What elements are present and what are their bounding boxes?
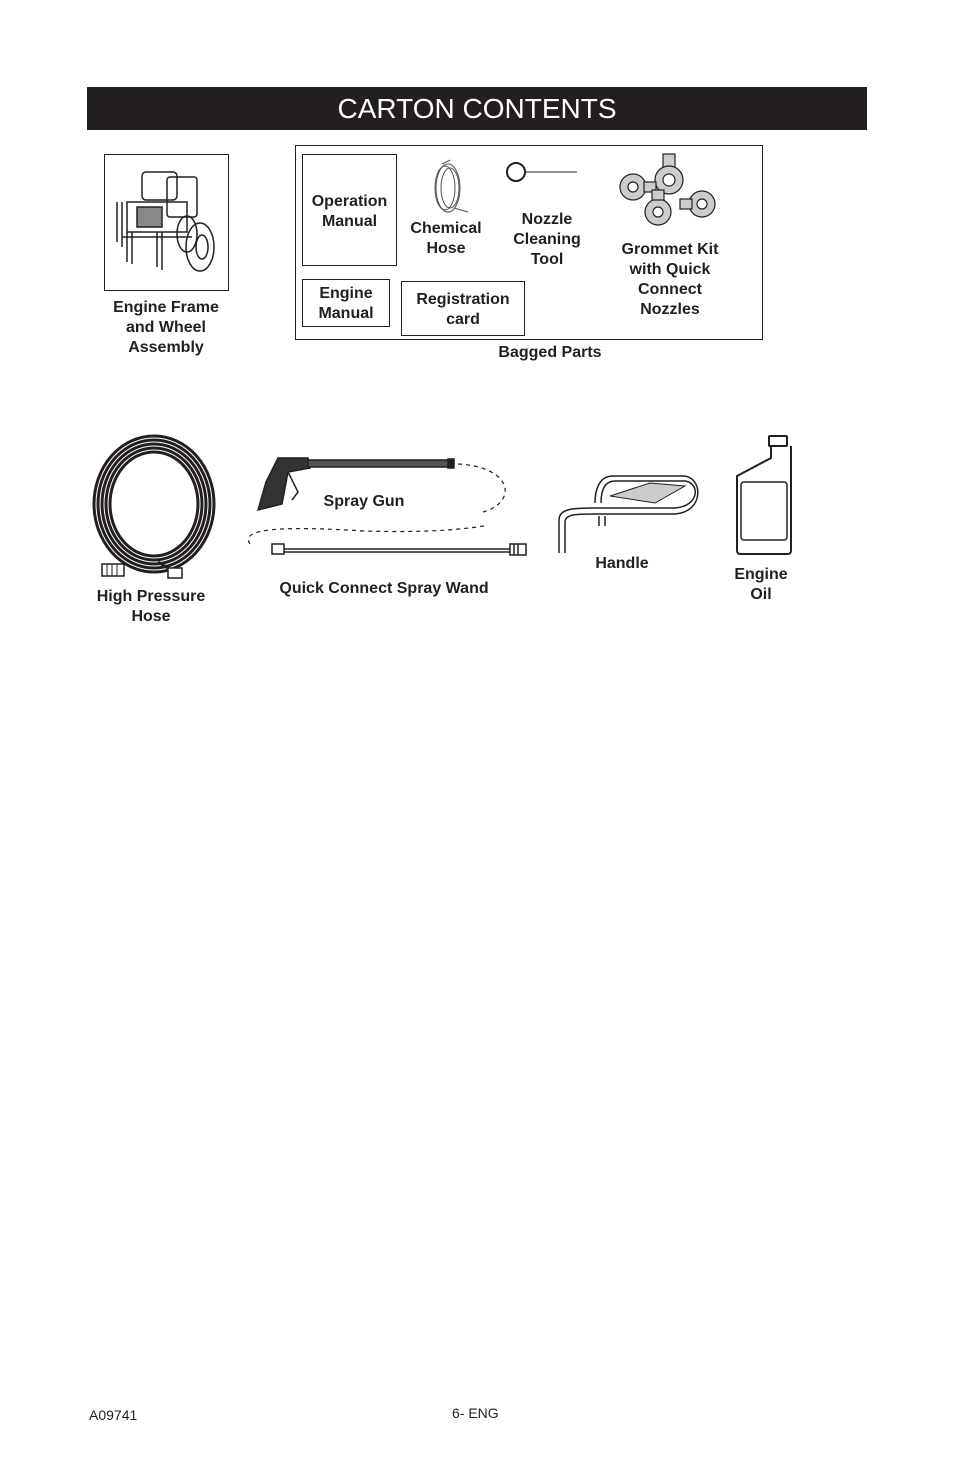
registration-card-label: Registration card: [416, 291, 510, 328]
engine-manual-label: Engine Manual: [318, 285, 374, 322]
high-pressure-hose-label: High Pressure Hose: [96, 588, 206, 625]
page-title: CARTON CONTENTS: [87, 87, 867, 130]
pressure-washer-icon: [112, 162, 222, 282]
chemical-hose-label: Chemical Hose: [410, 220, 482, 257]
nozzle-set-icon: [618, 152, 718, 234]
spray-wand-icon: [244, 516, 529, 558]
engine-frame-label: Engine Frame and Wheel Assembly: [113, 299, 219, 356]
coiled-tube-icon: [420, 158, 480, 216]
operation-manual-label: Operation Manual: [311, 193, 388, 230]
spray-wand-label: Quick Connect Spray Wand: [279, 580, 489, 597]
hose-coil-icon: [88, 432, 218, 582]
bagged-parts-label: Bagged Parts: [498, 344, 602, 361]
nozzle-cleaning-tool-label: Nozzle Cleaning Tool: [513, 211, 581, 268]
grommet-kit-label: Grommet Kit with Quick Connect Nozzles: [621, 241, 719, 318]
oil-bottle-icon: [733, 434, 795, 556]
engine-oil-label: Engine Oil: [734, 566, 788, 603]
nozzle-cleaning-tool-icon: [503, 158, 583, 188]
spray-gun-label: Spray Gun: [323, 493, 405, 510]
handle-icon: [555, 478, 700, 553]
page-number: 6- ENG: [452, 1405, 499, 1421]
handle-label: Handle: [595, 555, 649, 572]
document-code: A09741: [89, 1407, 138, 1423]
